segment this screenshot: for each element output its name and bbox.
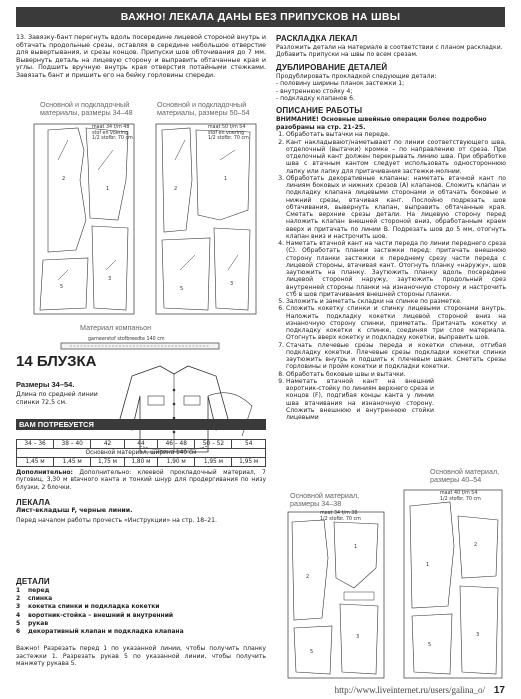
detail-item: 5 рукав: [16, 619, 49, 627]
svg-text:3: 3: [108, 276, 112, 282]
detail-item: 1 перед: [16, 587, 50, 594]
layout-note-1: maat 34 t/m 48 stof en voering 1/2 stofbr. 70 cm: [92, 125, 133, 141]
companion-note: garneerstof stofbreedte 140 cm: [88, 337, 165, 342]
layout-label-4: Основной материал, размеры 40–54: [430, 467, 500, 484]
size-row: [17, 440, 266, 449]
extra-materials: [16, 469, 266, 491]
raskladka-title: РАСКЛАДКА ЛЕКАЛ: [276, 34, 358, 43]
svg-text:2: 2: [474, 542, 478, 548]
raskladka-text: Разложить детали на материале в соответствии с планом раскладки. Добавить припуски на швы по всем срезам.: [276, 44, 503, 59]
step-13: 13. Завязку-бант перегнуть вдоль посередине лицевой стороной внутрь и обтачать продольные срезы, оставляя в середине небольшое отверстие для вывертывания, и срезы концов. Припуски шов обточивания до 7 мм. Вывернуть деталь на лицевую сторону и выправить обтачанные края и углы. Подшить вручную внутрь края отверстия потайными стежками. Завязать бант и пришить его на бейку горловины спереди.: [16, 34, 266, 79]
step-item: 3. Обработать декоративные клапаны: наметать втачной кант по линиям боковых и нижних срезов (А) клапанов. Сложить клапан и подкладку клапана лицевыми сторонами и обтачать боковые и нижний срезы, втачивая кант. Послойно подрезать шов обтачивания, вывернуть клапан, выправить обтачанные края. Сметать верхние срезы детали. На лицевую сторону перед наложить клапан внешней стороной вниз, обработанным краем вверх и притачать по линии В. Подрезать шов до 5 мм, отогнуть клапан вниз и настрочить шов.: [286, 175, 506, 240]
value-cell: 1,75 м: [91, 458, 124, 467]
page-number: 17: [493, 685, 505, 696]
svg-text:2: 2: [174, 186, 178, 192]
header-text: ЛЕКАЛА ДАНЫ БЕЗ ПРИПУСКОВ НА ШВЫ: [169, 11, 401, 23]
svg-text:3: 3: [356, 634, 360, 640]
value-cell: 1,80 м: [124, 458, 157, 467]
step-item: 9. Наметать втачной кант на внешний воротник-стойку по линиям верхнего среза и концов (F), подгибая концы канта у линии шва втачивания на изнаночную сторону. Сложить внешнюю и внутреннюю стойки лицевыми: [286, 378, 434, 422]
value-cell: 1,95 м: [195, 458, 232, 467]
details-title: ДЕТАЛИ: [16, 577, 50, 586]
step-item: 5. Заложить и заметать складки на спинке по разметке.: [286, 298, 506, 305]
step-item: 1. Обработать вытачки на переде.: [286, 131, 506, 138]
svg-text:1: 1: [426, 562, 430, 568]
detail-item: 4 воротник-стойка – внешний и внутренний: [16, 611, 174, 619]
step-item: 7. Стачать плечевые срезы переда и кокетки спинки, отгибая подкладку кокетки. Плечевые срезы подкладки кокетки спинки заутюжить внутрь и подшить к плечевым швам. Сметать срезы горловины и пройм кокетки и подкладки кокетки.: [286, 342, 506, 371]
companion-strip: [60, 342, 220, 350]
size-cell: 54: [232, 440, 266, 449]
length-info: Длина по средней линии спинки 72,5 см.: [16, 391, 98, 406]
layout-note-4: maat 40 t/m 54 1/2 stofbr. 70 cm: [440, 491, 481, 502]
svg-text:2: 2: [306, 574, 310, 580]
svg-text:2: 2: [62, 176, 66, 182]
svg-text:5: 5: [180, 286, 184, 292]
value-cell: 1,45 м: [17, 458, 54, 467]
need-title-bar: ВАМ ПОТРЕБУЕТСЯ: [16, 419, 266, 430]
work-title: ОПИСАНИЕ РАБОТЫ: [276, 106, 363, 116]
value-cell: 1,95 м: [232, 458, 266, 467]
value-cell: 1,45 м: [54, 458, 91, 467]
section-title: 14 БЛУЗКА: [16, 353, 97, 370]
sizes-range: Размеры 34–54.: [16, 380, 75, 389]
svg-text:5: 5: [428, 642, 432, 648]
step-item: 2. Кант накладывают/наметывают по линии соответствующего шва, отделочный (вытачки) кромке – по направлению от среза. При отделочный кант должен перекрывать линию шва. При обработке шва с втачным кантом следует использовать одностороннюю лапку или лапку для притачивания застежки-молнии.: [286, 139, 506, 175]
size-cell: 44: [124, 440, 157, 449]
size-cell: 50 – 52: [195, 440, 232, 449]
svg-text:3: 3: [230, 281, 234, 287]
companion-label: Материал компаньон: [80, 323, 152, 332]
details-list: [16, 587, 266, 636]
svg-text:1: 1: [106, 186, 110, 192]
layout-diagram-2: [150, 120, 270, 320]
right-column: [276, 34, 506, 421]
layout-label-1: Основной и подкладочный материалы, размеры 34–48: [40, 100, 133, 117]
layout-diagram-4: [400, 486, 506, 682]
size-cell: 46 – 48: [158, 440, 195, 449]
details-important: Важно! Разрезать перед 1 по указанной линии, чтобы получить планку застежки 1. Разрезать рукав 5 по указанной линии, чтобы получить манжету рукава 5.: [16, 645, 266, 668]
step-item: 4. Наметать втачной кант на части переда по линии переднего среза (С). Обработать планки застежки перед: притачать внешнюю сторону планки застежки к переднему срезу части переда с лицевой стороны, втачивая кант. Отогнуть планку «наружу», шов заутюжить на планку. Заутюжить планку вдоль посередине лицевой стороной наружу, заутюжить продольный срез внутренней стороны планки на изнаночную сторону и настрочить стб в шов притачивания внешней стороны планки.: [286, 240, 506, 298]
svg-text:5: 5: [310, 649, 314, 655]
step-item: 8. Обработать боковые швы и вытачки.: [286, 371, 506, 378]
detail-item: 3 кокетка спинки и подкладка кокетки: [16, 603, 160, 611]
layout-label-2: Основной и подкладочный материалы, размеры 50–54: [157, 100, 250, 117]
svg-text:1: 1: [354, 544, 358, 550]
lekala-instructions: Перед началом работы прочесть «Инструкции» на стр. 18–21.: [16, 517, 217, 524]
header-important: ВАЖНО!: [120, 11, 166, 23]
step-item: 6. Сложить кокетку спинки и спинку лицевыми сторонами внутрь. Наложить подкладку кокетки лицевой стороной вниз на изнаночную сторону спинки, приметать. Притачать кокетку и подкладку кокетки к спинке, соединяя три слоя материала. Отогнуть вверх кокетку и подкладку кокетки, выправить шов.: [286, 305, 506, 341]
svg-text:5: 5: [60, 284, 64, 290]
layout-diagram-1: [28, 120, 148, 320]
work-intro: ВНИМАНИЕ! Основные швейные операции более подробно разобраны на стр. 21–25.: [276, 116, 487, 131]
size-cell: 38 – 40: [54, 440, 91, 449]
layout-note-2: maat 50 t/m 54 stof en voering 1/2 stofbr. 70 cm: [208, 125, 249, 141]
dubl-text: Продублировать прокладкой следующие детали: - половину ширины планок застежки 1; - внутреннюю стойку 4; - подкладку клапанов 6.: [276, 72, 437, 103]
size-cell: 34 – 36: [17, 440, 54, 449]
dubl-title: ДУБЛИРОВАНИЕ ДЕТАЛЕЙ: [276, 62, 388, 72]
size-cell: 42: [91, 440, 124, 449]
main-material-label: Основной материал, ширина 140 см: [17, 449, 266, 458]
layout-note-3: maat 34 t/m 38 1/2 stofbr. 70 cm: [320, 511, 361, 522]
left-column: [16, 34, 266, 80]
extra-label: Дополнительно:: [16, 469, 73, 476]
layout-diagram-3: [284, 508, 388, 682]
header-banner: [16, 7, 505, 27]
main-material-label-row: [17, 449, 266, 458]
detail-item: 2 спинка: [16, 595, 53, 603]
main-material-values-row: [17, 458, 266, 467]
lekala-title: ЛЕКАЛА: [16, 498, 51, 507]
layout-label-3: Основной материал, размеры 34–38: [290, 491, 360, 508]
lekala-sheet: Лист-вкладыш F, черные линии.: [16, 507, 133, 514]
svg-text:3: 3: [476, 632, 480, 638]
work-steps: [276, 131, 506, 421]
detail-item: 6 декоративный клапан и подкладка клапана: [16, 628, 184, 636]
source-url: http://www.liveinternet.ru/users/galina_o/: [334, 685, 485, 695]
svg-text:1: 1: [224, 176, 228, 182]
extra-text: Дополнительно: клеевой прокладочный материал, 7 пуговиц, 3,30 м вtачного канта и тонкий шнур для продергивания по низу блузки, 2 блочки.: [16, 469, 266, 491]
materials-table: [16, 439, 266, 467]
value-cell: 1,90 м: [158, 458, 195, 467]
